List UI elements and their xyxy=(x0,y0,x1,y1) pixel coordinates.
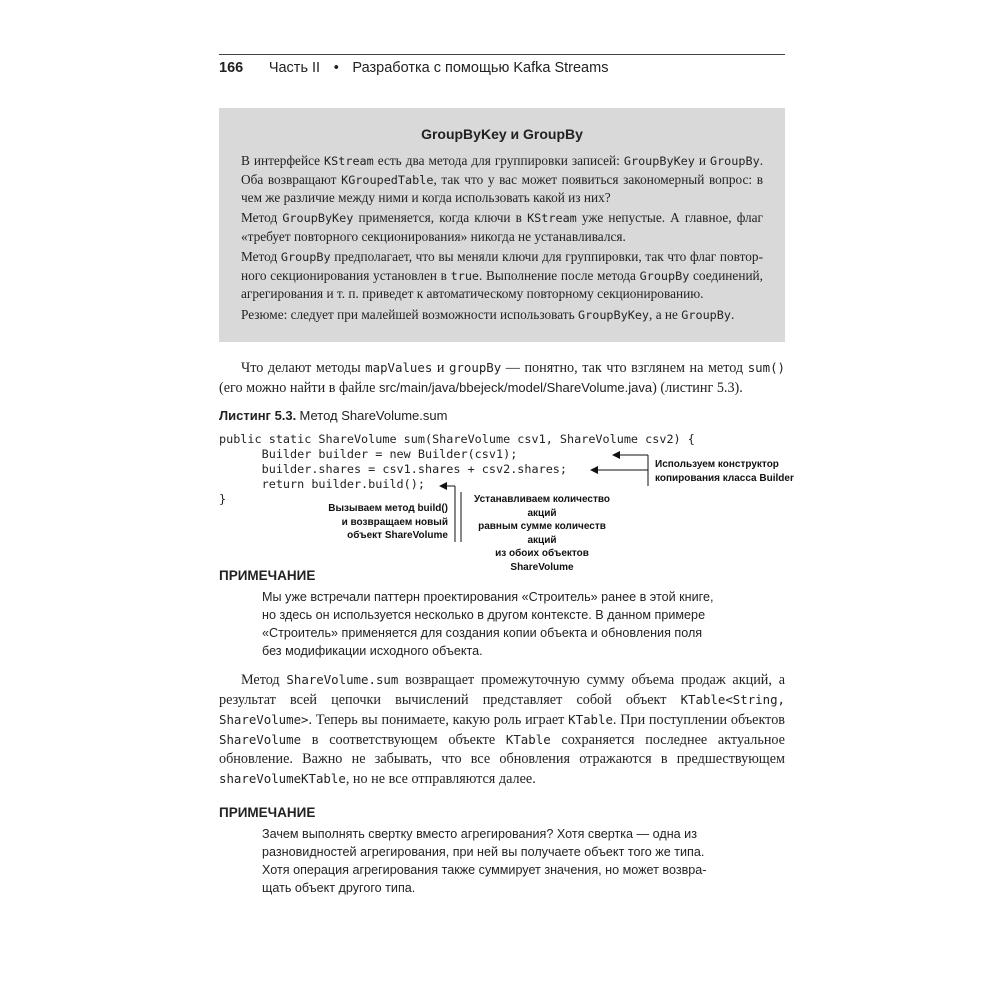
page-number: 166 xyxy=(219,60,244,76)
text-run: применяется, когда ключи в xyxy=(353,210,528,225)
note-heading: ПРИМЕЧАНИЕ xyxy=(219,805,316,820)
text-run: и xyxy=(694,153,710,168)
inline-code: mapValues xyxy=(365,360,433,375)
intro-paragraph xyxy=(219,358,785,398)
note-line: «Строитель» применяется для создания копии объекта и обновления поля xyxy=(262,626,703,640)
inline-code: GroupByKey xyxy=(623,154,695,168)
annotation-shares-sum: Устанавливаем количество акций равным сумме количеств акций из обоих объектов ShareVolume xyxy=(474,494,610,573)
note-line: Зачем выполнять свертку вместо агрегирования? Хотя свертка — одна из xyxy=(262,827,697,841)
inline-code: GroupBy xyxy=(280,250,331,264)
inline-code: GroupBy xyxy=(681,308,731,322)
arrow-head-icon xyxy=(590,466,598,474)
inline-code: KTable xyxy=(568,712,613,727)
code-line: return builder.build(); xyxy=(219,477,425,491)
inline-code: GroupByKey xyxy=(578,308,650,322)
code-line: builder.shares = csv1.shares + csv2.shares; xyxy=(219,462,568,476)
text-run: . xyxy=(730,307,735,322)
note-line: но здесь он используется несколько в другом контексте. В данном примере xyxy=(262,608,706,622)
code-line: Builder builder = new Builder(csv1); xyxy=(219,447,518,461)
header-separator: • xyxy=(333,60,339,76)
text-run: . Оба возвращают xyxy=(241,153,764,187)
inline-code: KStream xyxy=(527,211,577,225)
note-line: Хотя операция агрегирования также суммирует значения, но может возвра- xyxy=(262,863,707,877)
inline-code: KTable<String, ShareVolume> xyxy=(219,692,785,727)
text-run: (его можно найти в файле xyxy=(219,380,379,396)
annotation-build-call: Вызываем метод build() и возвращаем новый объект ShareVolume xyxy=(328,503,448,541)
inline-code: KStream xyxy=(324,154,374,168)
note-line: без модификации исходного объекта. xyxy=(262,644,483,658)
text-run: есть два метода для группировки записей: xyxy=(373,153,624,168)
note-line: щать объект другого типа. xyxy=(262,881,416,895)
sidebar-paragraph xyxy=(241,248,763,303)
text-run: В интерфейсе xyxy=(241,153,325,168)
text-run: , но не все отправляются далее. xyxy=(345,771,536,787)
text-run: . При поступлении объектов xyxy=(612,712,785,728)
running-header xyxy=(219,60,785,77)
annotation-copy-constructor: Используем конструктор копирования класса Builder xyxy=(655,459,794,484)
sidebar-paragraph xyxy=(241,209,763,245)
inline-code: shareVolumeKTable xyxy=(219,771,346,786)
text-run: , а не xyxy=(649,307,682,322)
note-body xyxy=(262,825,762,897)
inline-code: groupBy xyxy=(448,360,502,375)
text-run: Резюме: следует при малейшей возможности использовать xyxy=(241,307,579,322)
text-run: — понятно, так что взглянем на метод xyxy=(501,360,748,376)
text-run: Метод xyxy=(241,210,283,225)
text-run: Что делают методы xyxy=(241,360,366,376)
inline-code: GroupBy xyxy=(709,154,760,168)
sidebar-title: GroupByKey и GroupBy xyxy=(421,126,583,142)
body-paragraph xyxy=(219,670,785,789)
inline-code: ShareVolume.sum xyxy=(286,672,399,687)
note-line: Мы уже встречали паттерн проектирования «Строитель» ранее в этой книге, xyxy=(262,590,714,604)
inline-code: GroupBy xyxy=(639,268,690,283)
text-run: предполагает, что вы меняли ключи для группировки, так что флаг повторного секционирования установлен в xyxy=(241,249,763,283)
text-run: в соответствующем объекте xyxy=(301,732,506,748)
text-run: , так что у вас может появиться закономерный вопрос: в чем же различие между ними и когда использовать какой из них? xyxy=(241,171,763,206)
text-run: ) (листинг 5.3). xyxy=(652,380,743,396)
text-run: сохраняется последнее актуальное обновление. Важно не забывать, что все обновления отражаются в предшествующем xyxy=(219,732,785,767)
arrow-head-icon xyxy=(439,482,447,490)
code-line: } xyxy=(219,492,227,506)
part-label: Часть II xyxy=(268,60,321,76)
listing-label: Листинг 5.3. xyxy=(219,408,297,423)
inline-code: KGroupedTable xyxy=(341,172,434,187)
inline-code: sum() xyxy=(747,360,785,375)
note-line: разновидностей агрегирования, при ней вы получаете объект того же типа. xyxy=(262,845,705,859)
text-run: . Выполнение после метода xyxy=(479,267,640,283)
note-heading: ПРИМЕЧАНИЕ xyxy=(219,568,316,583)
text-run: соединений, агрегирования и т. п. приведет к автоматическому повторному секционированию. xyxy=(241,267,764,302)
text-run: возвращает промежуточную сумму объема продаж акций, а результат всей цепочки вычислений представляет собой объект xyxy=(219,672,785,708)
inline-code: ShareVolume xyxy=(219,732,302,747)
inline-code: GroupByKey xyxy=(282,211,354,225)
listing-title: Метод ShareVolume.sum xyxy=(299,408,448,423)
note-body xyxy=(262,588,762,660)
listing-caption xyxy=(219,408,447,424)
text-run: Метод xyxy=(241,672,287,688)
sidebar-paragraph xyxy=(241,152,763,207)
chapter-title: Разработка с помощью Kafka Streams xyxy=(352,60,609,76)
arrow-head-icon xyxy=(612,451,620,459)
header-rule xyxy=(219,54,785,55)
file-path: src/main/java/bbejeck/model/ShareVolume.java xyxy=(378,380,653,395)
text-run: уже непустые. А главное, флаг «требует повторного секционирования» никогда не устанавливался. xyxy=(241,210,763,244)
text-run: и xyxy=(432,360,449,376)
sidebar-box xyxy=(219,108,785,342)
inline-code: true xyxy=(450,268,480,283)
sidebar-paragraph xyxy=(241,306,763,325)
text-run: Метод xyxy=(241,249,281,264)
text-run: . Теперь вы понимаете, какую роль играет xyxy=(308,712,569,728)
inline-code: KTable xyxy=(505,732,551,747)
code-line: public static ShareVolume sum(ShareVolume csv1, ShareVolume csv2) { xyxy=(219,432,695,446)
